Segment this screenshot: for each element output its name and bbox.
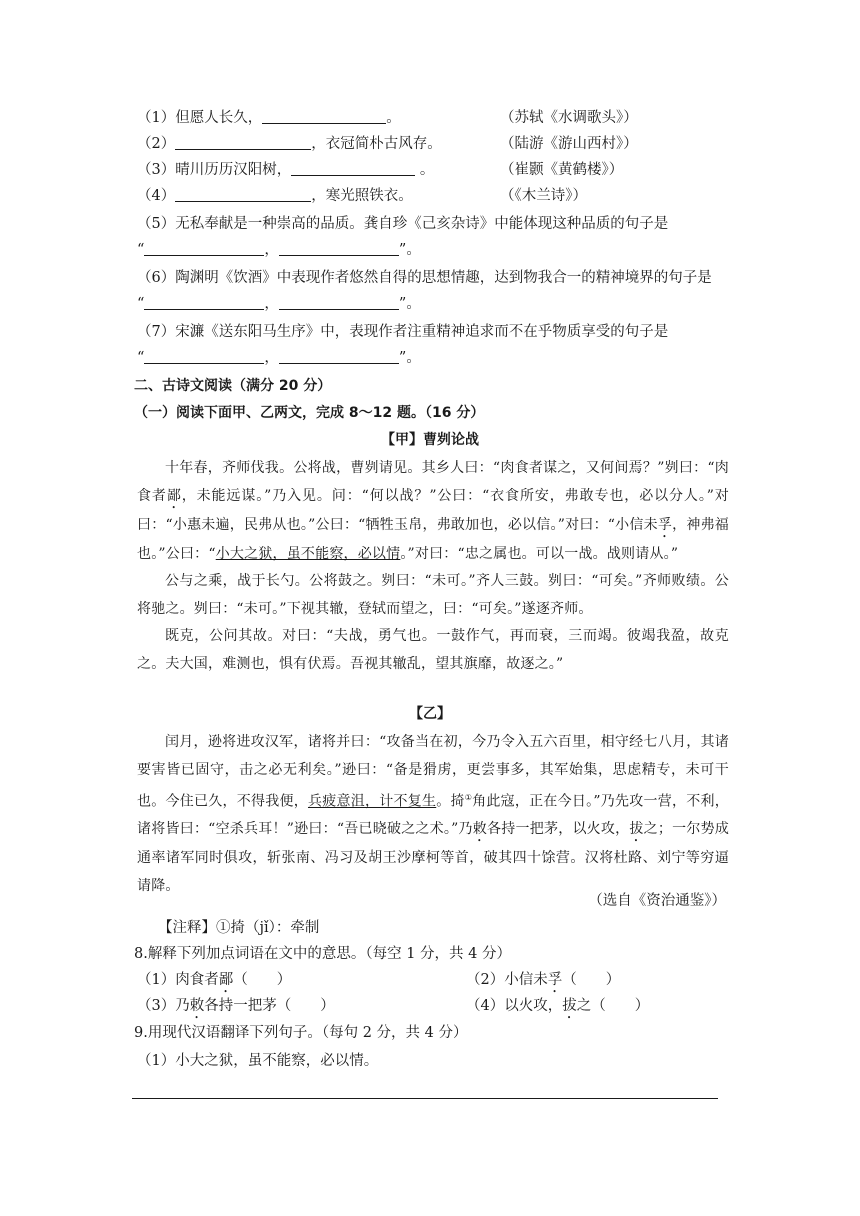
question-2: [137, 134, 442, 154]
dotted-word: 拔: [629, 821, 644, 838]
quote-open: “: [137, 242, 145, 258]
answer-parentheses[interactable]: （ ）: [233, 972, 292, 988]
q-number: （1）: [137, 110, 176, 126]
text-run: （3）乃: [137, 998, 190, 1014]
passage-jia: [137, 455, 729, 678]
dotted-word: 鄙: [218, 972, 234, 988]
comma: ，: [264, 242, 279, 258]
passage-paragraph: [137, 455, 729, 568]
passage-paragraph: 既克，公问其故。对曰：“夫战，勇气也。一鼓作气，再而衰，三而竭。彼竭我盈，故克之。夫大国，难测也，惧有伏焉。吾视其辙乱，望其旗靡，故逐之。”: [137, 628, 729, 672]
q-number: （4）: [137, 188, 176, 204]
q-number: （3）: [137, 162, 176, 178]
text-run: 。掎: [436, 793, 465, 810]
answer-blank[interactable]: [279, 240, 399, 256]
annotation-note: 【注释】①掎（jǐ）：牵制: [158, 920, 320, 936]
q8-item-2: [466, 970, 620, 996]
text-run: 之；一尔势成通率诸军同时俱攻，斩张南、冯习及胡王沙摩柯等首，破其四十馀营。汉将杜路、刘宁等穷逼请降。: [137, 821, 730, 894]
passage-paragraph: [137, 729, 729, 900]
question-5: （5）无私奉献是一种崇高的品质。龚自珍《己亥杂诗》中能体现这种品质的句子是: [137, 216, 669, 232]
question-1: [137, 108, 401, 128]
passage-yi-title: 【乙】: [409, 706, 451, 722]
answer-parentheses[interactable]: （ ）: [562, 972, 621, 988]
underlined-sentence: 兵疲意沮，计不复生: [307, 793, 437, 810]
answer-blank[interactable]: [291, 160, 415, 176]
dotted-word: 敕: [189, 998, 205, 1014]
section-subtitle: （一）阅读下面甲、乙两文，完成 8～12 题。（16 分）: [134, 405, 485, 421]
quote-close: ”。: [398, 350, 421, 366]
text-run: 十年春，齐师伐我。公将战，曹刿请见。其乡人曰：“肉食者谋之，又何间焉？”刿曰：“肉食者: [137, 460, 729, 504]
question-7: （7）宋濂《送东阳马生序》中，表现作者注重精神追求而不在乎物质享受的句子是: [137, 324, 669, 340]
passage-yi: [137, 729, 729, 900]
question-9-stem: 9.用现代汉语翻译下列句子。（每句 2 分，共 4 分）: [134, 1025, 468, 1041]
passage-source: （选自《资治通鉴》）: [588, 893, 726, 909]
q8-item-4: [466, 996, 649, 1022]
answer-blank[interactable]: [262, 108, 386, 124]
dotted-word: 拔: [562, 998, 577, 1014]
answer-blank[interactable]: [144, 294, 264, 310]
question-6-blanks: [137, 294, 421, 314]
q-text: 但愿人长久，: [175, 110, 263, 126]
answer-blank[interactable]: [175, 186, 311, 202]
underlined-sentence: 小大之狱，虽不能察，必以情: [215, 545, 401, 562]
dotted-word: 孚: [547, 972, 563, 988]
text-run: （4）以火攻，: [466, 998, 563, 1014]
source-4: （《木兰诗》）: [500, 188, 587, 204]
answer-blank[interactable]: [279, 348, 399, 364]
answer-parentheses[interactable]: 各持一把茅（ ）: [204, 998, 335, 1014]
quote-close: ”。: [398, 242, 421, 258]
passage-paragraph: 公与之乘，战于长勺。公将鼓之。刿曰：“未可。”齐人三鼓。刿曰：“可矣。”齐师败绩。公将驰之。刿曰：“未可。”下视其辙，登轼而望之，曰：“可矣。”遂逐齐师。: [137, 573, 729, 617]
question-5-blanks: [137, 240, 421, 260]
quote-open: “: [137, 350, 145, 366]
quote-open: “: [137, 296, 145, 312]
dotted-word: 敕: [472, 821, 488, 838]
footnote-mark: ①: [464, 793, 473, 802]
comma: ，: [264, 350, 279, 366]
q-text: ，寒光照铁衣。: [311, 188, 413, 204]
text-run: （2）小信未: [466, 972, 548, 988]
question-6: （6）陶渊明《饮酒》中表现作者悠然自得的思想情趣，达到物我合一的精神境界的句子是: [137, 270, 712, 286]
text-run: （1）肉食者: [137, 972, 219, 988]
dotted-word: 孚: [657, 516, 673, 533]
source-2: （陆游《游山西村》）: [500, 136, 638, 152]
q9-item-1: （1）小大之狱，虽不能察，必以情。: [137, 1053, 379, 1069]
question-7-blanks: [137, 348, 421, 368]
text-run: ，未能远谋。”乃入见。问：“何以战？”公曰：“衣食所安，弗敢专也，必以分人。”对曰：“小惠未遍，民弗从也。”公曰：“牺牲玉帛，弗敢加也，必以信。”对曰：“小信未: [137, 487, 729, 533]
answer-blank[interactable]: [279, 294, 399, 310]
text-run: 角此寇，正在今日。”乃先攻一营，不利，诸将皆曰：“空杀兵耳！”逊曰：“吾已晓破之之术。”乃: [137, 793, 729, 838]
answer-line[interactable]: [132, 1098, 718, 1099]
text-run: 闰月，逊将进攻汉军，诸将并曰：“攻备当在初，今乃令入五六百里，相守经七八月，其诸要害皆已固守，击之必无利矣。”逊曰：“备是猾虏，更尝事多，其军始集，思虑精专，未可干也。今住已久，不得我便，: [137, 734, 729, 810]
dotted-word: 鄙: [166, 487, 182, 504]
question-4: [137, 186, 413, 206]
text-run: 各持一把茅，以火攻，: [487, 821, 630, 838]
answer-parentheses[interactable]: 之（ ）: [576, 998, 650, 1014]
answer-blank[interactable]: [144, 348, 264, 364]
q-text: 。: [386, 110, 401, 126]
quote-close: ”。: [398, 296, 421, 312]
passage-jia-title: 【甲】曹刿论战: [381, 432, 479, 448]
q8-item-1: [137, 970, 291, 996]
question-3: [137, 160, 434, 180]
text-run: ，神弗福也。”公曰：“: [137, 516, 729, 562]
q-text: 。: [415, 162, 435, 178]
q-text: 晴川历历汉阳树，: [175, 162, 292, 178]
q-number: （2）: [137, 136, 176, 152]
text-run: 。”对曰：“忠之属也。可以一战。战则请从。”: [400, 545, 679, 562]
section-title: 二、古诗文阅读（满分 20 分）: [134, 378, 332, 394]
answer-blank[interactable]: [144, 240, 264, 256]
source-3: （崔颢《黄鹤楼》）: [500, 162, 624, 178]
answer-blank[interactable]: [175, 134, 311, 150]
source-1: （苏轼《水调歌头》）: [500, 110, 638, 126]
q-text: ，衣冠简朴古风存。: [311, 136, 442, 152]
q8-item-3: [137, 996, 335, 1022]
comma: ，: [264, 296, 279, 312]
question-8-stem: 8.解释下列加点词语在文中的意思。（每空 1 分，共 4 分）: [134, 946, 511, 962]
